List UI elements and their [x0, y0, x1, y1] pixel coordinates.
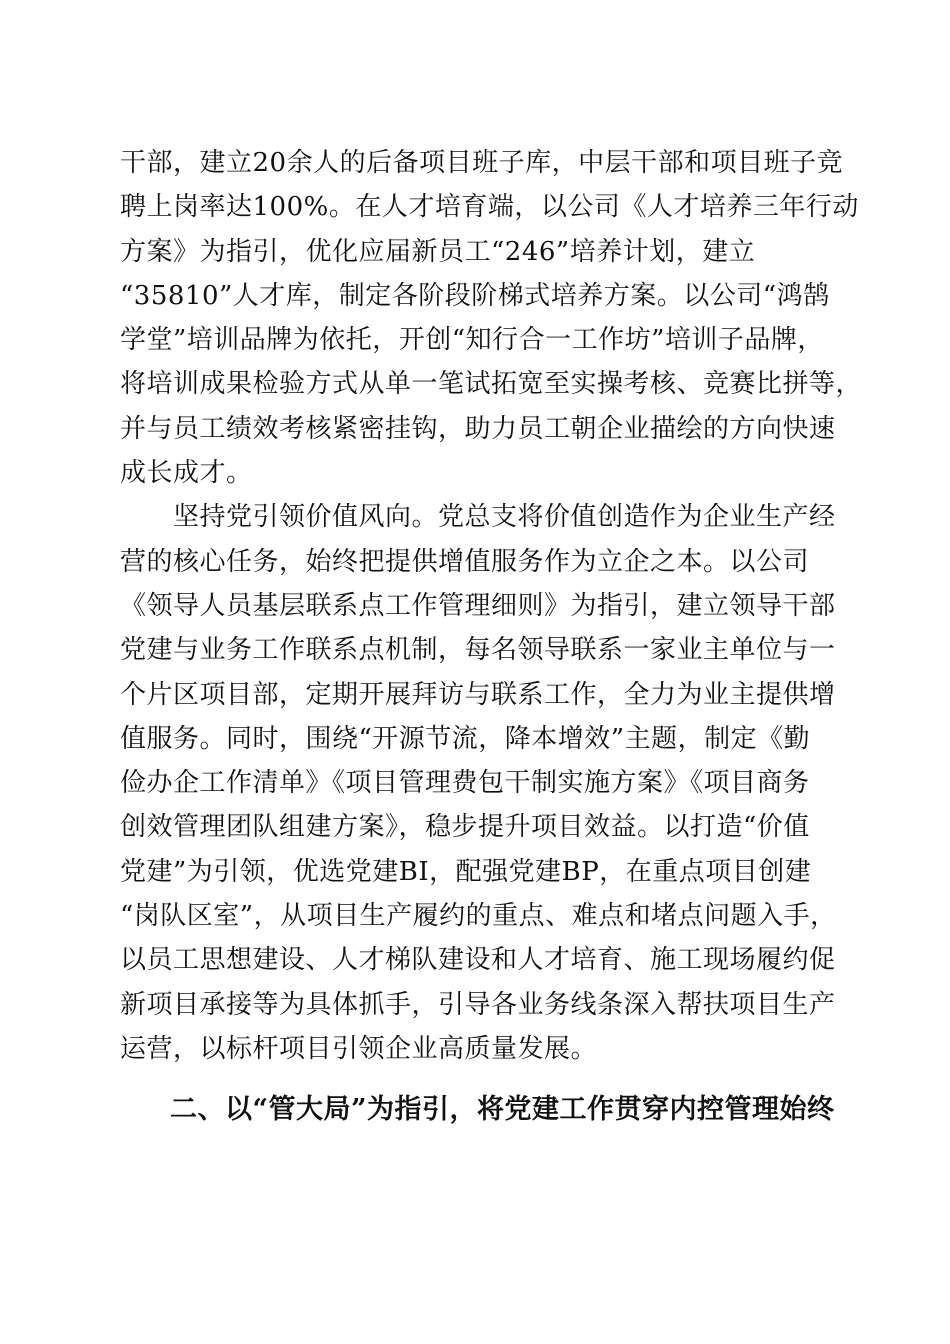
text-line: 创效管理团队组建方案》，稳步提升项目效益。以打造“价值: [120, 812, 810, 843]
text-line: 新项目承接等为具体抓手，引导各业务线条深入帮扶项目生产: [120, 989, 836, 1020]
text-line: “岗队区室”，从项目生产履约的重点、难点和堵点问题入手，: [120, 901, 837, 932]
text-line: 坚持党引领价值风向。党总支将价值创造作为企业生产经: [120, 502, 836, 533]
text-line: 方案》为指引，优化应届新员工“246”培养计划，建立: [120, 236, 756, 267]
text-line: 学堂”培训品牌为依托，开创“知行合一工作坊”培训子品牌，: [120, 325, 824, 356]
text-line: 党建”为引领，优选党建BI，配强党建BP，在重点项目创建: [120, 856, 812, 887]
text-line: 值服务。同时，围绕“开源节流，降本增效”主题，制定《勤: [120, 723, 811, 754]
text-line: 成长成才。: [120, 458, 253, 489]
section-heading: 二、以“管大局”为指引，将党建工作贯穿内控管理始终: [170, 1094, 835, 1125]
text-line: 俭办企工作清单》《项目管理费包干制实施方案》《项目商务: [120, 768, 810, 799]
text-line: 以员工思想建设、人才梯队建设和人才培育、施工现场履约促: [120, 945, 836, 976]
text-line: 个片区项目部，定期开展拜访与联系工作，全力为业主提供增: [120, 679, 836, 710]
text-line: 干部，建立20余人的后备项目班子库，中层干部和项目班子竞: [120, 148, 844, 178]
text-line: 将培训成果检验方式从单一笔试拓宽至实操考核、竞赛比拼等，: [120, 369, 863, 400]
body-text: [120, 141, 863, 1071]
text-line: 并与员工绩效考核紧密挂钩，助力员工朝企业描绘的方向快速: [120, 413, 836, 444]
text-line: 党建与业务工作联系点机制，每名领导联系一家业主单位与一: [120, 635, 836, 666]
text-line: 运营，以标杆项目引领企业高质量发展。: [120, 1033, 598, 1064]
text-line: 聘上岗率达100%。在人才培育端，以公司《人才培养三年行动: [120, 192, 859, 223]
text-line: 《领导人员基层联系点工作管理细则》为指引，建立领导干部: [120, 590, 836, 621]
text-line: 营的核心任务，始终把提供增值服务作为立企之本。以公司: [120, 546, 810, 577]
text-line: “35810”人才库，制定各阶段阶梯式培养方案。以公司“鸿鹄: [120, 280, 830, 311]
